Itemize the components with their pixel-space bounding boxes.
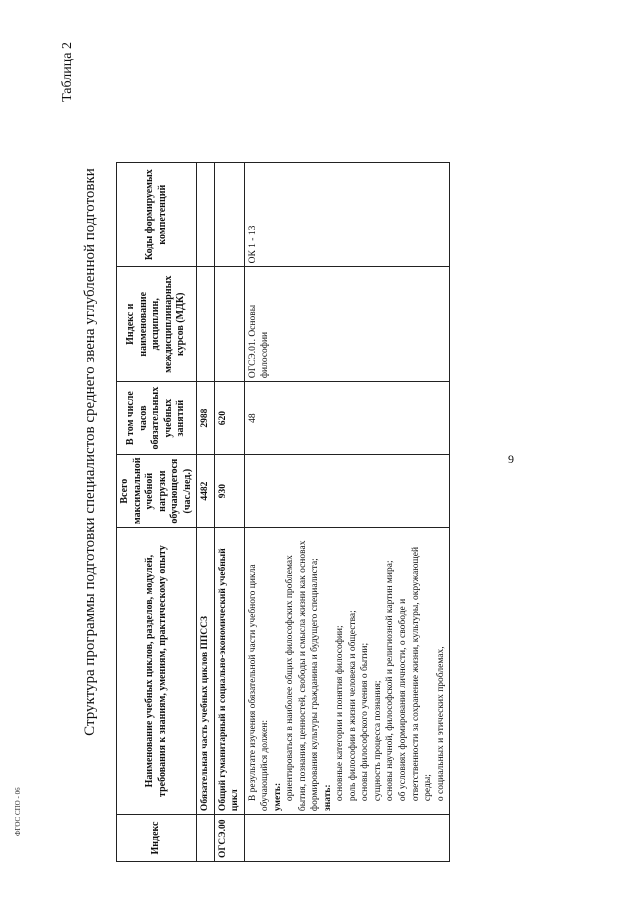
- cell-codes: [197, 163, 215, 267]
- table-row-total: [197, 163, 215, 862]
- cell-max-load: 930: [214, 455, 244, 528]
- cell-required: 2988: [197, 382, 215, 455]
- knowledge-item: роль философии в жизни человека и общества;: [347, 610, 358, 802]
- table-caption: Таблица 2: [60, 42, 75, 102]
- knowledge-item: основные категории и понятия философии;: [335, 625, 346, 802]
- rotated-page: [60, 42, 580, 862]
- header-name: Наименование учебных циклов, разделов, модулей, требования к знаниям, умениям, практическому опыту: [117, 528, 197, 815]
- header-required: В том числе часов обязательных учебных занятий: [117, 382, 197, 455]
- cell-discipline: [214, 267, 244, 382]
- knowledge-item: основы философского учения о бытии;: [360, 642, 371, 802]
- cell-codes: ОК 1 - 13: [244, 163, 450, 267]
- cell-discipline: ОГСЭ.01. Основы философии: [244, 267, 450, 382]
- cell-max-load: [244, 455, 450, 528]
- cell-index: [197, 815, 215, 862]
- knowledge-item: сущность процесса познания;: [372, 680, 383, 802]
- cell-name: Обязательная часть учебных циклов ППССЗ: [197, 528, 215, 815]
- footer-label: ФГОС СПО - 06: [14, 787, 22, 836]
- knowledge-item: об условиях формирования личности, о свободе и ответственности за сохранение жизни, культуры, окружающей среды;: [397, 546, 434, 802]
- page-number: 9: [508, 452, 514, 466]
- knowledge-item: о социальных и этических проблемах,: [435, 646, 446, 802]
- cell-required: 620: [214, 382, 244, 455]
- cell-max-load: 4482: [197, 455, 215, 528]
- cell-discipline: [197, 267, 215, 382]
- header-index: Индекс: [117, 815, 197, 862]
- requirements-intro: В результате изучения обязательной части учебного цикла обучающийся должен:: [247, 564, 271, 812]
- cell-index: [244, 815, 450, 862]
- header-codes: Коды формируемых компетенций: [117, 163, 197, 267]
- skills-label: уметь:: [272, 782, 283, 812]
- header-max-load: Всего максимальной учебной нагрузки обучающегося (час./нед.): [117, 455, 197, 528]
- cell-required: 48: [244, 382, 450, 455]
- cell-index: ОГСЭ.00: [214, 815, 244, 862]
- cell-name: Общий гуманитарный и социально-экономический учебный цикл: [214, 528, 244, 815]
- page-heading: Структура программы подготовки специалистов среднего звена углубленной подготовки: [82, 168, 98, 736]
- knowledge-item: основы научной, философской и религиозной картин мира;: [385, 560, 396, 802]
- cell-name-requirements: [244, 528, 450, 815]
- curriculum-table: [116, 162, 450, 862]
- knowledge-label: знать:: [322, 784, 333, 812]
- cell-codes: [214, 163, 244, 267]
- table-header-row: [117, 163, 197, 862]
- table-row-cycle: [214, 163, 244, 862]
- header-discipline: Индекс и наименование дисциплин, междисциплинарных курсов (МДК): [117, 267, 197, 382]
- table-row-detail: [244, 163, 450, 862]
- skills-text: ориентироваться в наиболее общих философских проблемах бытия, познания, ценностей, свободы и смысла жизни как основах формирования культуры гражданина и будущего специалиста;: [285, 540, 321, 812]
